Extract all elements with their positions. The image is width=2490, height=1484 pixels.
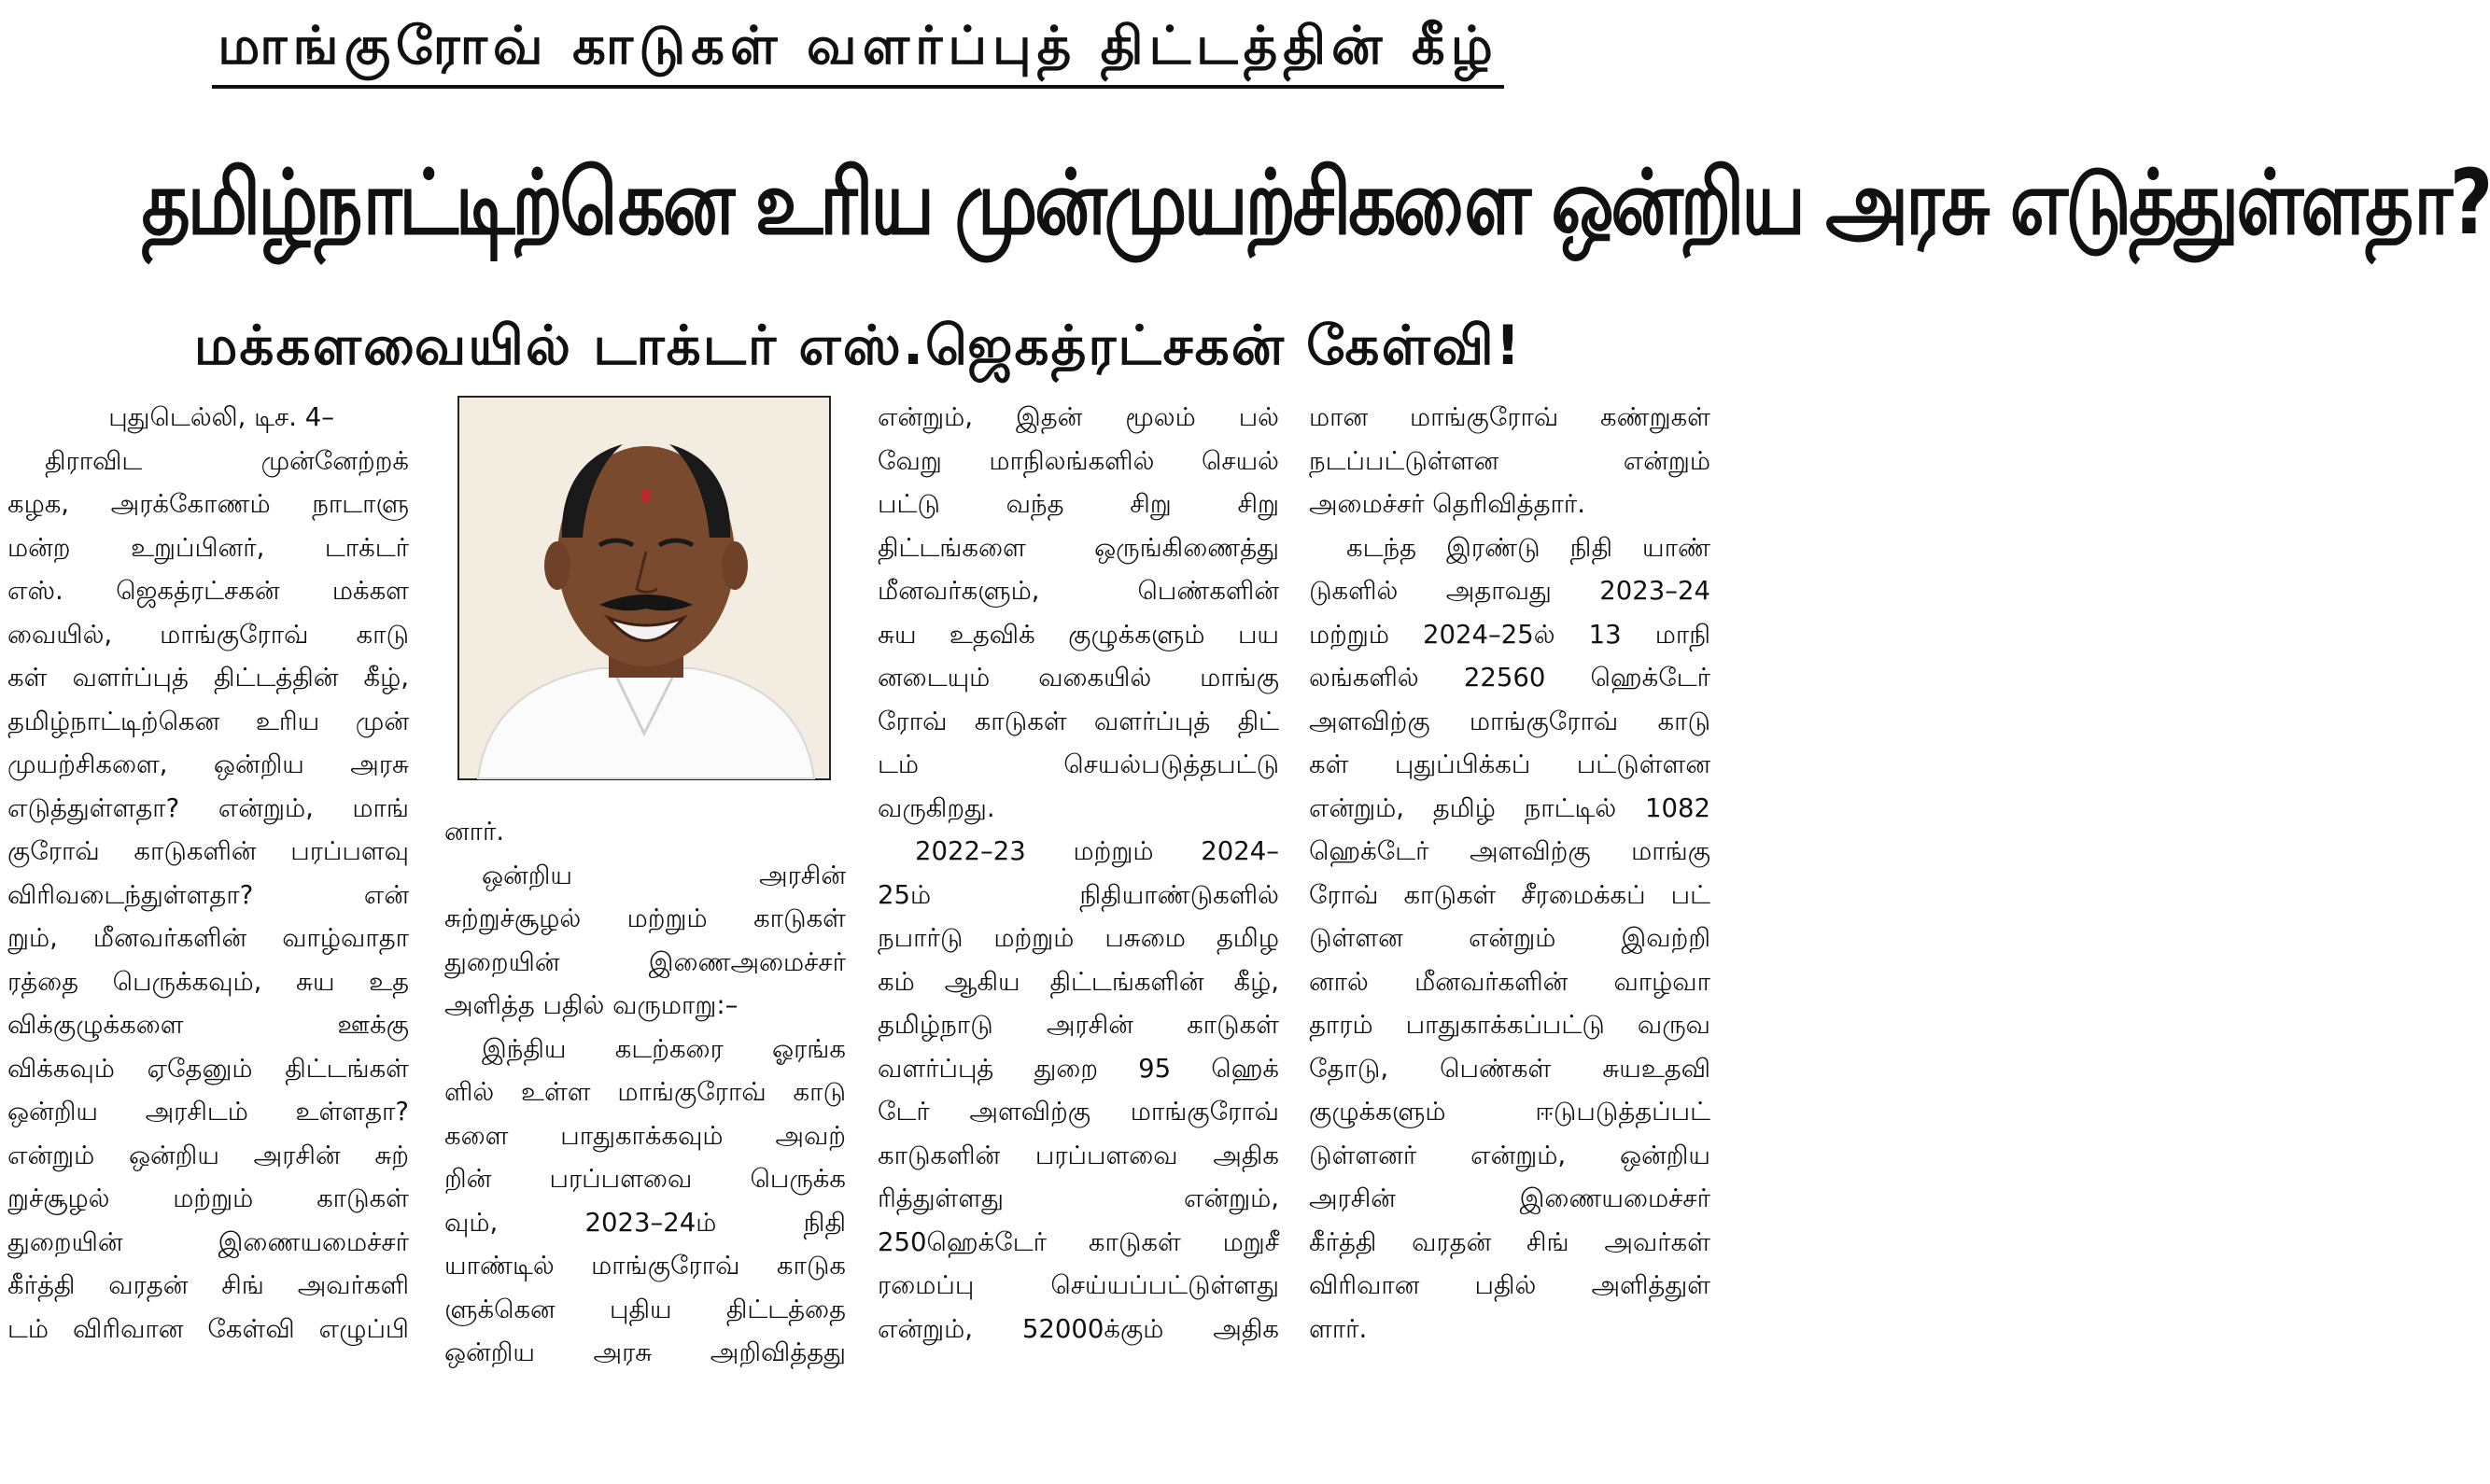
text-line: வும், 2023–24ம் நிதி [444,1207,846,1238]
text-line: ஒன்றிய அரசு அறிவித்தது [444,1337,846,1367]
text-line: னடையும் வகையில் மாங்கு [878,663,1279,693]
portrait-illustration [459,398,829,778]
text-line: ஒன்றிய அரசிடம் உள்ளதா? [7,1097,409,1127]
article-column-1 [7,396,409,1484]
text-line: 2022–23 மற்றும் 2024– [915,836,1279,866]
text-line: டுள்ளன என்றும் இவற்றி [1309,923,1710,953]
text-line: தோடு, பெண்கள் சுயஉதவி [1309,1053,1710,1084]
text-line: ளார். [1309,1313,1368,1344]
text-line: தமிழ்நாட்டிற்கென உரிய முன் [7,706,409,736]
text-line: லங்களில் 22560 ஹெக்டேர் [1309,663,1710,693]
text-line: விக்குழுக்களை ஊக்கு [7,1010,409,1040]
text-line: கள் புதுப்பிக்கப் பட்டுள்ளன [1309,749,1710,779]
text-line: ரோவ் காடுகள் வளர்ப்புத் திட் [878,706,1279,736]
text-line: திராவிட முன்னேற்றக் [45,445,409,476]
text-line: களை பாதுகாக்கவும் அவற் [444,1120,846,1151]
text-line: அளித்த பதில் வருமாறு:– [444,990,739,1020]
text-line: மான மாங்குரோவ் கண்றுகள் [1309,402,1710,432]
text-line: எடுத்துள்ளதா? என்றும், மாங் [7,792,409,823]
text-line: ளுக்கென புதிய திட்டத்தை [444,1294,846,1324]
text-line: முயற்சிகளை, ஒன்றிய அரசு [7,749,409,779]
text-line: ஒன்றிய அரசின் [482,860,846,890]
text-line: விக்கவும் ஏதேனும் திட்டங்கள் [7,1053,409,1084]
text-line: டேர் அளவிற்கு மாங்குரோவ் [878,1097,1279,1127]
text-line: சுய உதவிக் குழுக்களும் பய [878,619,1279,650]
text-line: மற்றும் 2024–25ல் 13 மாநி [1309,619,1710,650]
text-line: கீர்த்தி வரதன் சிங் அவர்கள் [1309,1226,1710,1257]
text-line: மன்ற உறுப்பினர், டாக்டர் [7,532,409,563]
text-line: 25ம் நிதியாண்டுகளில் [878,879,1279,910]
text-line: விரிவான பதில் அளித்துள் [1309,1270,1710,1300]
text-line: டம் செயல்படுத்தபட்டு [878,749,1279,779]
kicker-banner [0,6,1716,99]
text-line: றுச்சூழல் மற்றும் காடுகள் [7,1183,409,1213]
text-line: மீனவர்களும், பெண்களின் [878,576,1279,606]
text-line: 250ஹெக்டேர் காடுகள் மறுசீ [878,1226,1279,1257]
headline: தமிழ்நாட்டிற்கென உரிய முன்முயற்சிகளை ஒன்றிய அரசு எடுத்துள்ளதா? [141,150,2490,255]
text-line: துறையின் இணைஅமைச்சர் [444,946,846,977]
text-line: எஸ். ஜெகத்ரட்சகன் மக்கள [7,576,409,606]
text-line: அரசின் இணையமைச்சர் [1309,1183,1710,1213]
text-line: கம் ஆகிய திட்டங்களின் கீழ், [878,966,1279,997]
text-line: னால் மீனவர்களின் வாழ்வா [1309,966,1710,997]
text-line: அமைச்சர் தெரிவித்தார். [1309,489,1585,519]
text-line: டுகளில் அதாவது 2023–24 [1309,576,1710,606]
text-line: என்றும் ஒன்றிய அரசின் சுற் [7,1140,409,1170]
text-line: இந்திய கடற்கரை ஓரங்க [482,1033,846,1064]
kicker-text: மாங்குரோவ் காடுகள் வளர்ப்புத் திட்டத்தின் கீழ் [212,16,1504,89]
subheadline: மக்களவையில் டாக்டர் எஸ்.ஜெகத்ரட்சகன் கேள்வி! [193,314,1523,377]
text-line: என்றும், 52000க்கும் அதிக [878,1313,1279,1344]
text-line: தமிழ்நாடு அரசின் காடுகள் [878,1010,1279,1040]
text-line: ரோவ் காடுகள் சீரமைக்கப் பட் [1309,879,1710,910]
text-line: நபார்டு மற்றும் பசுமை தமிழ [878,923,1279,953]
text-line: பட்டு வந்த சிறு சிறு [878,489,1279,519]
article-column-4 [1309,396,1710,1484]
portrait-photo [457,396,831,780]
text-line: வேறு மாநிலங்களில் செயல் [878,445,1279,476]
text-line: குழுக்களும் ஈடுபடுத்தப்பட் [1309,1097,1710,1127]
text-line: ரித்துள்ளது என்றும், [878,1183,1279,1213]
text-line: கீர்த்தி வரதன் சிங் அவர்களி [7,1270,409,1300]
dateline: புதுடெல்லி, டிச. 4– [108,402,334,432]
text-line: றும், மீனவர்களின் வாழ்வாதா [7,923,409,953]
text-line: நடப்பட்டுள்ளன என்றும் [1309,445,1710,476]
text-line: வையில், மாங்குரோவ் காடு [7,619,409,650]
text-line: ரத்தை பெருக்கவும், சுய உத [7,966,409,997]
text-line: யாண்டில் மாங்குரோவ் காடுக [444,1251,846,1281]
text-line: என்றும், தமிழ் நாட்டில் 1082 [1309,792,1710,823]
text-line: குரோவ் காடுகளின் பரப்பளவு [7,836,409,866]
text-line: னார். [444,817,505,847]
text-line: டம் விரிவான கேள்வி எழுப்பி [7,1313,409,1344]
text-line: ஹெக்டேர் அளவிற்கு மாங்கு [1309,836,1710,866]
text-line: விரிவடைந்துள்ளதா? என் [7,879,409,910]
text-line: என்றும், இதன் மூலம் பல் [878,402,1279,432]
article-column-2 [444,810,846,1484]
text-line: கடந்த இரண்டு நிதி யாண் [1346,532,1710,563]
text-line: டுள்ளனர் என்றும், ஒன்றிய [1309,1140,1710,1170]
text-line: காடுகளின் பரப்பளவை அதிக [878,1140,1279,1170]
text-line: அளவிற்கு மாங்குரோவ் காடு [1309,706,1710,736]
text-line: தாரம் பாதுகாக்கப்பட்டு வருவ [1309,1010,1710,1040]
text-line: ளில் உள்ள மாங்குரோவ் காடு [444,1077,846,1107]
text-line: றின் பரப்பளவை பெருக்க [444,1164,846,1194]
text-line: வருகிறது. [878,792,995,823]
text-line: துறையின் இணையமைச்சர் [7,1226,409,1257]
text-line: கள் வளர்ப்புத் திட்டத்தின் கீழ், [7,663,409,693]
text-line: கழக, அரக்கோணம் நாடாளு [7,489,409,519]
text-line: வளர்ப்புத் துறை 95 ஹெக் [878,1053,1279,1084]
article-column-3 [878,396,1279,1484]
text-line: ரமைப்பு செய்யப்பட்டுள்ளது [878,1270,1279,1300]
text-line: திட்டங்களை ஒருங்கிணைத்து [878,532,1279,563]
text-line: சுற்றுச்சூழல் மற்றும் காடுகள் [444,903,846,933]
